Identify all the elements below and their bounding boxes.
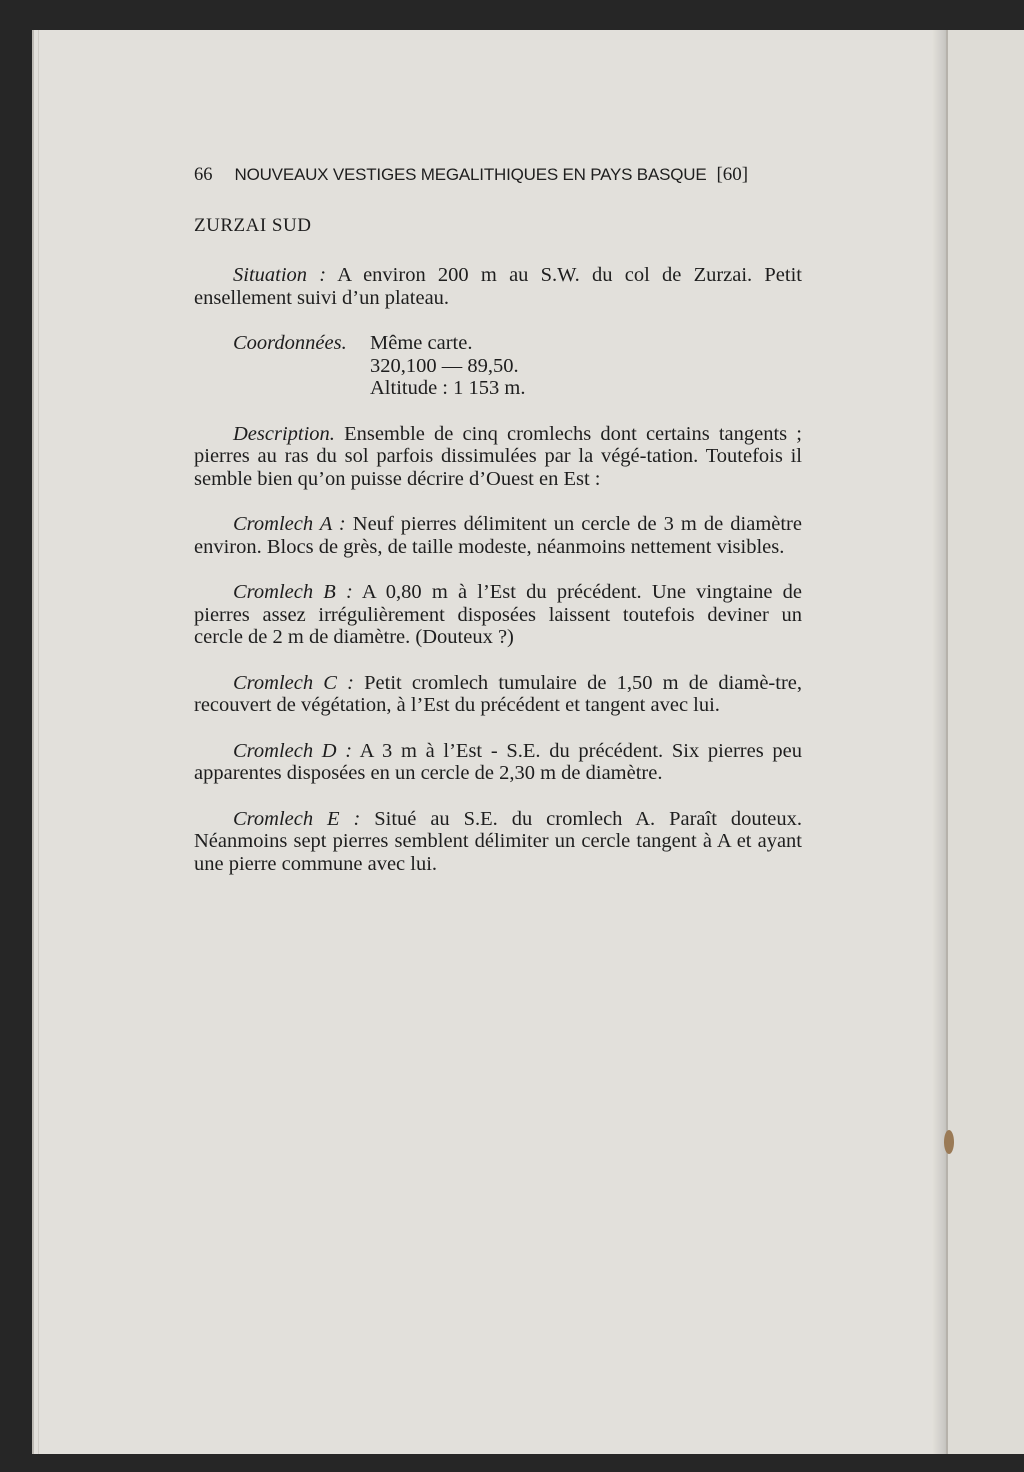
coordinates-label: Coordonnées. xyxy=(233,332,347,354)
page-text xyxy=(194,160,802,898)
cromlech-b-text: A 0,80 m à l’Est du précédent. Une vingtaine de pierres assez irrégulièrement disposées laissent toutefois deviner un cercle de 2 m de diamètre. (Douteux ?) xyxy=(194,581,803,648)
description-label: Description. xyxy=(233,422,335,445)
coordinates-line: 320,100 — 89,50. xyxy=(370,354,519,377)
cromlech-e-label: Cromlech E : xyxy=(233,807,361,830)
running-head xyxy=(194,164,802,187)
cromlech-a-paragraph xyxy=(194,513,802,558)
cromlech-d-text: A 3 m à l’Est - S.E. du précédent. Six pierres peu apparentes disposées en un cercle de 2,30 m de diamètre. xyxy=(194,739,802,784)
cromlech-a-text: Neuf pierres délimitent un cercle de 3 m de diamètre environ. Blocs de grès, de taille modeste, néanmoins nettement visibles. xyxy=(194,513,802,558)
situation-paragraph xyxy=(194,264,802,309)
section-reference: [60] xyxy=(716,164,749,185)
coordinates-block xyxy=(194,332,802,400)
cromlech-c-text: Petit cromlech tumulaire de 1,50 m de diamè-tre, recouvert de végétation, à l’Est du précédent et tangent avec lui. xyxy=(194,671,802,716)
cromlech-b-paragraph xyxy=(194,581,802,649)
page-stain xyxy=(944,1130,954,1154)
page-number: 66 xyxy=(194,165,213,185)
section-heading: ZURZAI SUD xyxy=(194,214,312,236)
description-text: Ensemble de cinq cromlechs dont certains tangents ; pierres au ras du sol parfois dissimulées par la végé-tation. Toutefois il semble bien qu’on puisse décrire d’Ouest en Est : xyxy=(194,422,802,490)
cromlech-a-label: Cromlech A : xyxy=(233,513,346,535)
cromlech-b-label: Cromlech B : xyxy=(233,581,353,603)
cromlech-c-paragraph xyxy=(194,672,802,717)
cromlech-c-label: Cromlech C : xyxy=(233,671,354,694)
situation-text: A environ 200 m au S.W. du col de Zurzai. Petit ensellement suivi d’un plateau. xyxy=(194,264,802,309)
description-paragraph xyxy=(194,423,802,491)
facing-page-edge xyxy=(946,30,1024,1454)
page-edge xyxy=(38,30,39,1454)
coordinates-line: Altitude : 1 153 m. xyxy=(370,377,526,399)
cromlech-e-paragraph xyxy=(194,808,802,876)
running-title: NOUVEAUX VESTIGES MEGALITHIQUES EN PAYS BASQUE xyxy=(234,165,707,184)
cromlech-d-label: Cromlech D : xyxy=(233,739,353,762)
cromlech-d-paragraph xyxy=(194,740,802,785)
cromlech-e-text: Situé au S.E. du cromlech A. Paraît douteux. Néanmoins sept pierres semblent délimiter un cercle tangent à A et ayant une pierre commune avec lui. xyxy=(194,807,802,875)
coordinates-line: Même carte. xyxy=(370,332,473,354)
situation-label: Situation : xyxy=(233,264,327,286)
